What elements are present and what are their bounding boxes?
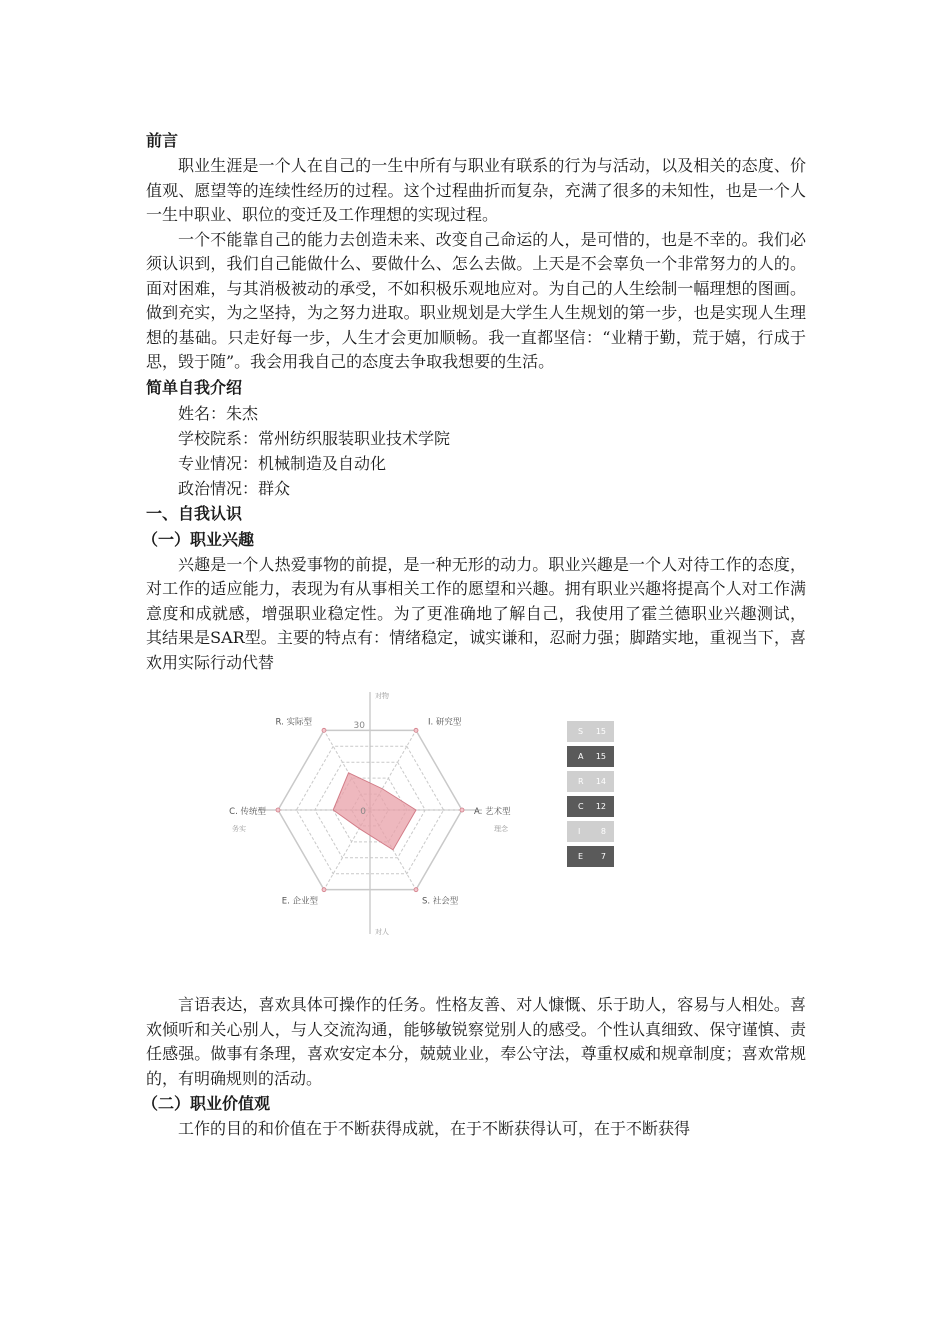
legend-value: 12 xyxy=(595,802,606,811)
legend-value: 8 xyxy=(600,827,606,836)
holland-radar-chart xyxy=(146,683,546,983)
radar-data-area xyxy=(333,773,416,850)
radar-axis-label: E. 企业型 xyxy=(281,896,318,907)
preface-heading: 前言 xyxy=(146,131,179,150)
radar-vertex-dot-4 xyxy=(322,888,326,892)
subsection-values-heading: （二）职业价值观 xyxy=(142,1094,271,1113)
radar-vertex-dot-2 xyxy=(460,808,464,812)
legend-row xyxy=(567,821,614,842)
legend-value: 7 xyxy=(600,852,606,861)
radar-axis-label: A. 艺术型 xyxy=(474,807,511,817)
legend-row xyxy=(567,771,614,792)
legend-row xyxy=(567,846,614,867)
dimension-label-left: 务实 xyxy=(232,825,246,833)
legend-row xyxy=(567,796,614,817)
radar-vertex-dot-5 xyxy=(276,808,280,812)
legend-letter: C xyxy=(578,802,584,811)
intro-name: 姓名：朱杰 xyxy=(178,403,259,423)
legend-letter: E xyxy=(578,852,584,861)
radar-axis-label: R. 实际型 xyxy=(275,717,312,728)
intro-school: 学校院系：常州纺织服装职业技术学院 xyxy=(178,428,451,448)
holland-radar-figure xyxy=(146,683,806,983)
legend-letter: A xyxy=(578,752,584,761)
interest-paragraph-after: 言语表达，喜欢具体可操作的任务。性格友善、对人慷慨、乐于助人，容易与人相处。喜欢倾听和关心别人，与人交流沟通，能够敏锐察觉别人的感受。个性认真细致、保守谨慎、责任感强。做事有条理，喜欢安定本分，兢兢业业，奉公守法，尊重权威和规章制度；喜欢常规的，有明确规则的活动。 xyxy=(146,995,806,1088)
legend-letter: R xyxy=(578,777,584,786)
preface-paragraph-1: 职业生涯是一个人在自己的一生中所有与职业有联系的行为与活动，以及相关的态度、价值观、愿望等的连续性经历的过程。这个过程曲折而复杂，充满了很多的未知性，也是一个人一生中职业、职位的变迁及工作理想的实现过程。 xyxy=(146,156,806,224)
subsection-interest-heading: （一）职业兴趣 xyxy=(142,529,255,549)
intro-heading: 简单自我介绍 xyxy=(146,377,243,397)
preface-paragraph-2: 一个不能靠自己的能力去创造未来、改变自己命运的人，是可惜的，也是不幸的。我们必须认识到，我们自己能做什么、要做什么、怎么去做。上天是不会辜负一个非常努力的人的。面对困难，与其消极被动的承受，不如积极乐观地应对。为自己的人生绘制一幅理想的图画。做到充实，为之坚持，为之努力进取。职业规划是大学生人生规划的第一步，也是实现人生理想的基础。只走好每一步，人生才会更加顺畅。我一直都坚信：“业精于勤，荒于嬉，行成于思，毁于随”。我会用我自己的态度去争取我想要的生活。 xyxy=(146,229,806,371)
dimension-label-top: 对物 xyxy=(375,692,389,700)
radar-vertex-dot-1 xyxy=(414,728,418,732)
section1-heading: 一、自我认识 xyxy=(146,503,243,523)
legend-value: 15 xyxy=(595,727,606,736)
radar-axis-label: I. 研究型 xyxy=(428,717,462,728)
holland-score-legend xyxy=(567,721,614,871)
legend-value: 15 xyxy=(595,752,606,761)
legend-letter: S xyxy=(578,727,584,736)
dimension-label-bottom: 对人 xyxy=(375,928,389,936)
intro-political: 政治情况：群众 xyxy=(178,478,291,498)
legend-letter: I xyxy=(578,827,581,836)
radar-vertex-dot-3 xyxy=(414,888,418,892)
radar-tick-label-max: 30 xyxy=(353,721,365,731)
legend-value: 14 xyxy=(595,777,606,786)
interest-paragraph-before: 兴趣是一个人热爱事物的前提，是一种无形的动力。职业兴趣是一个人对待工作的态度，对工作的适应能力，表现为有从事相关工作的愿望和兴趣。拥有职业兴趣将提高个人对工作满意度和成就感，增强职业稳定性。为了更准确地了解自己，我使用了霍兰德职业兴趣测试， 其结果是SAR型。主要的特点有：情绪稳定，诚实谦和，忍耐力强；脚踏实地，重视当下，喜欢用实际行动代替 xyxy=(146,554,806,672)
radar-axis-label: S. 社会型 xyxy=(422,896,459,907)
intro-major: 专业情况：机械制造及自动化 xyxy=(178,453,387,473)
legend-row xyxy=(567,746,614,767)
legend-row xyxy=(567,721,614,742)
dimension-label-right: 理念 xyxy=(494,825,508,833)
radar-tick-label-zero: 0 xyxy=(360,807,366,817)
values-paragraph: 工作的目的和价值在于不断获得成就，在于不断获得认可，在于不断获得 xyxy=(178,1119,691,1138)
radar-axis-label: C. 传统型 xyxy=(229,807,266,817)
radar-vertex-dot-6 xyxy=(322,728,326,732)
document-body xyxy=(142,128,806,1142)
